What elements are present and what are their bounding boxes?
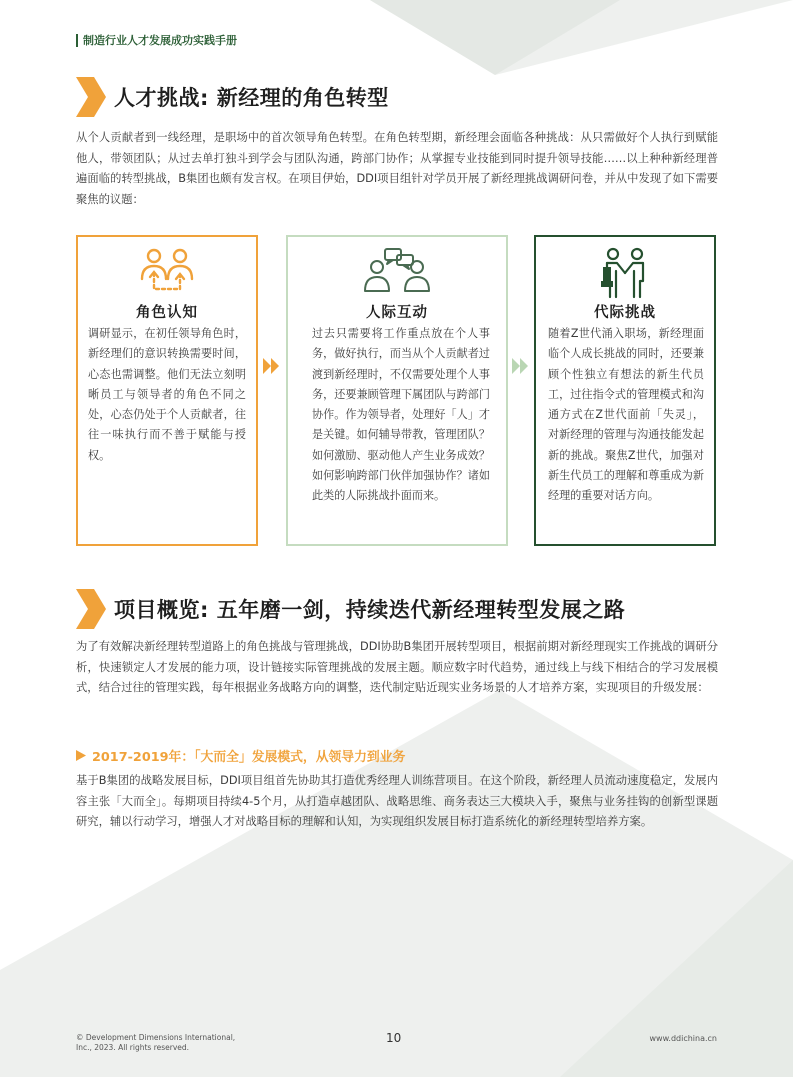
section2-intro: 为了有效解决新经理转型道路上的角色挑战与管理挑战，DDI协助B集团开展转型项目，根据前期对新经理现实工作挑战的调研分析，快速锁定人才发展的能力项，设计链接实际管理挑战的发展主题。顺应数字时代趋势，通过线上与线下相结合的学习发展模式，结合过往的管理实践，每年根据业务战略方向的调整，迭代制定贴近现实业务场景的人才培养方案，实现项目的升级发展： (76, 640, 718, 694)
subheading (76, 746, 405, 765)
section1-heading (74, 75, 389, 119)
document-header (76, 30, 237, 50)
card-title: 代际挑战 (594, 305, 656, 321)
double-arrow-icon (512, 356, 530, 376)
page-number: 10 (386, 1031, 402, 1045)
card-generational (534, 235, 716, 546)
copyright-line2: Inc., 2023. All rights reserved. (76, 1043, 190, 1052)
card-body: 随着Z世代涌入职场，新经理面临个人成长挑战的同时，还要兼顾个性独立有想法的新生代员工，过往指令式的管理模式和沟通方式在Z世代面前「失灵」，对新经理的管理与沟通技能发起新的挑战。聚焦Z世代，加强对新生代员工的理解和尊重成为新经理的重要对话方向。 (548, 327, 704, 503)
card-title: 人际互动 (366, 305, 428, 321)
card-interpersonal (286, 235, 508, 546)
people-cycle-icon (135, 245, 199, 297)
triangle-right-icon (76, 750, 86, 761)
section2-body: 基于B集团的战略发展目标，DDI项目组首先协助其打造优秀经理人训练营项目。在这个阶段，新经理人员流动速度稳定，发展内容主张「大而全」。每期项目持续4-5个月，从打造卓越团队、战略思维、商务表达三大模块入手，聚焦与业务挂钩的创新型课题研究，辅以行动学习，增强人才对战略目标的理解和认知，为实现组织发展目标打造系统化的新经理转型培养方案。 (76, 774, 718, 828)
card-role-cognition (76, 235, 258, 546)
card-body: 调研显示，在初任领导角色时，新经理们的意识转换需要时间，心态也需调整。他们无法立刻明晰员工与领导者的角色不同之处，心态仍处于个人贡献者，往往一味执行而不善于赋能与授权。 (88, 327, 246, 462)
section1-title: 人才挑战: 新经理的角色转型 (114, 86, 389, 110)
chevron-right-icon (74, 75, 108, 119)
section2-heading (74, 587, 625, 631)
copyright (76, 1033, 235, 1053)
copyright-line1: © Development Dimensions International, (76, 1033, 236, 1042)
chevron-right-icon (74, 587, 108, 631)
chat-people-icon (361, 245, 433, 299)
section2-title: 项目概览: 五年磨一剑，持续迭代新经理转型发展之路 (114, 598, 626, 622)
section1-intro: 从个人贡献者到一线经理，是职场中的首次领导角色转型。在角色转型期，新经理会面临各种挑战：从只需做好个人执行到赋能他人，带领团队；从过去单打独斗到学会与团队沟通，跨部门协作；从掌握专业技能到同时提升领导技能……以上种种新经理普遍面临的转型挑战，B集团也颇有发言权。在项目伊始，DDI项目组针对学员开展了新经理挑战调研问卷，并从中发现了如下需要聚焦的议题： (76, 131, 718, 206)
handshake-icon (597, 245, 653, 301)
header-bar (76, 34, 78, 47)
website-link[interactable]: www.ddichina.cn (649, 1034, 717, 1043)
subheading-text: 2017-2019年：「大而全」发展模式，从领导力到业务 (92, 750, 406, 765)
header-title: 制造行业人才发展成功实践手册 (83, 34, 237, 47)
double-arrow-icon (263, 356, 281, 376)
card-title: 角色认知 (136, 305, 198, 321)
card-body: 过去只需要将工作重点放在个人事务，做好执行，而当从个人贡献者过渡到新经理时，不仅需要处理个人事务，还要兼顾管理下属团队与跨部门协作。作为领导者，处理好「人」才是关键。如何辅导带教，管理团队？如何激励、驱动他人产生业务成效？ 如何影响跨部门伙伴加强协作？诸如此类的人际挑战扑面而来。 (312, 327, 490, 503)
